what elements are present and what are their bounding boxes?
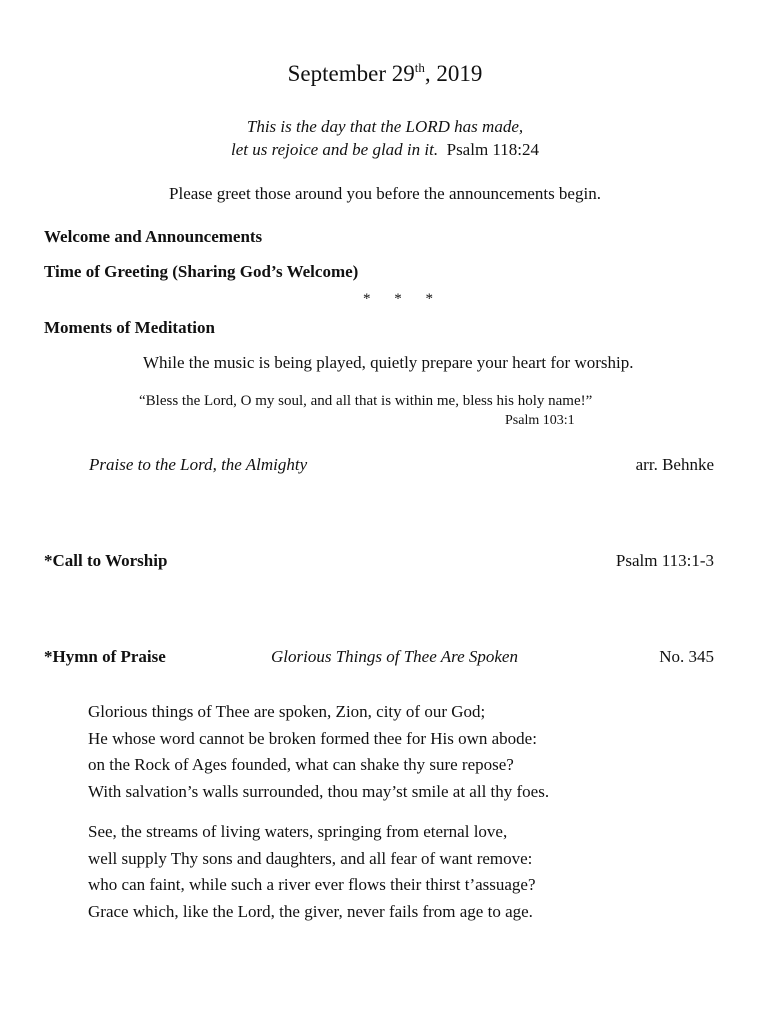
meditation-instruction: While the music is being played, quietly prepare your heart for worship.	[143, 353, 634, 372]
hymn-number: No. 345	[659, 647, 714, 666]
date-year: , 2019	[424, 61, 483, 86]
hymn-line: He whose word cannot be broken formed thee for His own abode:	[88, 728, 537, 748]
call-to-worship-ref: Psalm 113:1-3	[615, 551, 714, 570]
opening-verse-ref: Psalm 118:24	[446, 140, 540, 159]
opening-verse-text: let us rejoice and be glad in it.	[230, 140, 439, 159]
hymn-line: Glorious things of Thee are spoken, Zion, city of our God;	[88, 702, 486, 721]
service-date	[0, 60, 770, 87]
date-superscript: th	[414, 60, 425, 75]
hymn-stanza-2	[88, 819, 536, 925]
hymn-line: well supply Thy sons and daughters, and all fear of want remove:	[88, 848, 533, 868]
greeting-heading: Time of Greeting (Sharing God’s Welcome)	[44, 262, 359, 281]
hymn-heading: *Hymn of Praise	[44, 647, 166, 666]
date-main: September 29	[287, 61, 415, 86]
hymn-line: Grace which, like the Lord, the giver, never fails from age to age.	[88, 901, 533, 921]
hymn-line: who can faint, while such a river ever flows their thirst t’assuage?	[88, 875, 536, 894]
greeting-note: Please greet those around you before the announcements begin.	[169, 184, 601, 203]
welcome-heading: Welcome and Announcements	[44, 227, 263, 246]
meditation-quote-ref: Psalm 103:1	[505, 413, 575, 428]
hymn-title: Glorious Things of Thee Are Spoken	[271, 647, 518, 666]
hymn-line: on the Rock of Ages founded, what can shake thy sure repose?	[88, 755, 514, 774]
hymn-stanza-1	[88, 699, 549, 805]
meditation-heading: Moments of Meditation	[44, 318, 215, 337]
section-separator: * * *	[363, 291, 443, 307]
prelude-arranger: arr. Behnke	[635, 455, 714, 474]
opening-verse-line-2	[0, 140, 770, 160]
hymn-line: With salvation’s walls surrounded, thou may’st smile at all thy foes.	[88, 781, 550, 801]
hymn-line: See, the streams of living waters, springing from eternal love,	[88, 822, 508, 841]
prelude-title: Praise to the Lord, the Almighty	[89, 455, 308, 474]
call-to-worship-heading: *Call to Worship	[44, 551, 168, 570]
opening-verse-line-1: This is the day that the LORD has made,	[246, 117, 524, 136]
meditation-quote: “Bless the Lord, O my soul, and all that is within me, bless his holy name!”	[139, 393, 593, 409]
